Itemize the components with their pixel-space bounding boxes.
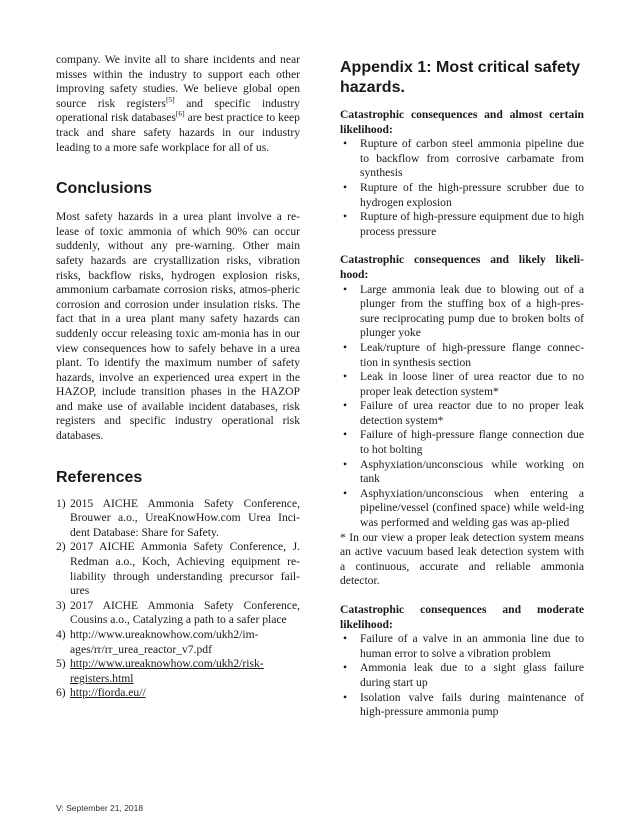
reference-number: 1) — [56, 496, 66, 510]
references-list — [56, 497, 300, 701]
hazard-item: • Failure of high-pressure flange connection due to hot bolting — [340, 428, 584, 457]
group-title-almost-certain: Catastrophic consequences and almost certain likelihood: — [340, 108, 584, 136]
left-column — [56, 53, 300, 701]
intro-paragraph — [56, 53, 300, 155]
citation-5[interactable]: [5] — [165, 94, 175, 104]
right-column — [340, 53, 584, 720]
hazard-item: • Rupture of carbon steel ammonia pipeline due to backflow from corrosive carbamate from synthesis — [340, 137, 584, 181]
hazard-item: • Failure of urea reactor due to no proper leak detection system* — [340, 399, 584, 428]
reference-text: 2015 AICHE Ammonia Safety Conference, Brouwer a.o., UreaKnowHow.com Urea Inci-dent Database: Share for Safety. — [70, 496, 300, 539]
hazard-list-moderate — [340, 632, 584, 720]
hazard-item: • Rupture of high-pressure equipment due to high process pressure — [340, 210, 584, 239]
hazard-item: • Isolation valve fails during maintenance of high-pressure ammonia pump — [340, 691, 584, 720]
hazard-list-almost-certain — [340, 137, 584, 239]
reference-item — [56, 657, 300, 686]
references-heading: References — [56, 468, 143, 486]
hazard-item: • Asphyxiation/unconscious when entering a pipeline/vessel (confined space) while weld-ing was performed and welding gas was ap-plied — [340, 487, 584, 531]
reference-number: 5) — [56, 657, 66, 671]
reference-number: 6) — [56, 686, 66, 700]
reference-text: 2017 AICHE Ammonia Safety Conference, Cousins a.o., Catalyzing a path to a safer place — [70, 598, 300, 627]
intro-text-3: are best practice to keep track and share safety hazards in our industry leading to a more safe workplace for all of us. — [56, 111, 300, 154]
reference-item — [56, 540, 300, 598]
reference-item — [56, 686, 300, 701]
leak-detection-note: * In our view a proper leak detection system means an active vacuum based leak detection system with a continuous, accurate and reliable ammonia detector. — [340, 530, 584, 588]
group-title-likely: Catastrophic consequences and likely likeli-hood: — [340, 253, 584, 281]
hazard-item: • Asphyxiation/unconscious while working on tank — [340, 458, 584, 487]
appendix-heading: Appendix 1: Most critical safety hazards. — [340, 59, 581, 96]
version-footer: V: September 21, 2018 — [56, 803, 144, 813]
reference-number: 3) — [56, 598, 66, 612]
hazard-item: • Leak in loose liner of urea reactor due to no proper leak detection system* — [340, 370, 584, 399]
conclusions-text: Most safety hazards in a urea plant involve a re-lease of toxic ammonia of which 90% can occur suddenly, without any pre-warning. Other main safety hazards are crystallization risks, vibration risks, backflow risks, hydrogen explosion risks, ammonium carbamate corrosion risks, atmos-pheric corrosion and corrosion under insulation risks. The fact that in a urea plant many safety hazards can suddenly occur releasing toxic am-monia has in our view consequences how to safely behave in a urea plant. To identify the maximum number of safety hazards, involve an experienced urea expert in the HAZOP, include transition phases in the HAZOP and make use of available incident databases, risk registers and specific industry operational risk databases. — [56, 210, 300, 443]
hazard-item: • Rupture of the high-pressure scrubber due to hydrogen explosion — [340, 181, 584, 210]
citation-6[interactable]: [6] — [175, 109, 185, 119]
reference-link[interactable]: http://www.ureaknowhow.com/ukh2/risk-registers.html — [70, 657, 264, 685]
hazard-list-likely — [340, 283, 584, 531]
reference-number: 4) — [56, 628, 66, 641]
hazard-item: • Leak/rupture of high-pressure flange connec-tion in synthesis section — [340, 341, 584, 370]
hazard-item: • Large ammonia leak due to blowing out of a plunger from the stuffing box of a high-pres-sure reciprocating pump due to broken bolts of plunger yoke — [340, 283, 584, 341]
intro-text-1: company. We invite all to share incidents and near misses within the industry to support each other improving safety studies. We believe global open source risk registers — [56, 53, 300, 110]
reference-link[interactable]: http://fiorda.eu// — [70, 686, 146, 700]
conclusions-heading: Conclusions — [56, 180, 153, 198]
hazard-item: • Failure of a valve in an ammonia line due to human error to solve a vibration problem — [340, 632, 584, 661]
reference-number: 2) — [56, 540, 66, 554]
group-title-moderate: Catastrophic consequences and moderate likelihood: — [340, 603, 584, 631]
reference-item — [56, 628, 300, 657]
reference-text: 2017 AICHE Ammonia Safety Conference, J. Redman a.o., Koch, Achieving equipment re-liability through understanding precursor fail-ures — [70, 540, 300, 598]
reference-item — [56, 599, 300, 628]
intro-text-2: and specific industry operational risk databases — [56, 96, 300, 125]
hazard-item: • Ammonia leak due to a sight glass failure during start up — [340, 661, 584, 690]
reference-item — [56, 497, 300, 541]
reference-link[interactable]: http://www.ureaknowhow.com/ukh2/im-ages/rr/rr_urea_reactor_v7.pdf — [70, 628, 259, 656]
